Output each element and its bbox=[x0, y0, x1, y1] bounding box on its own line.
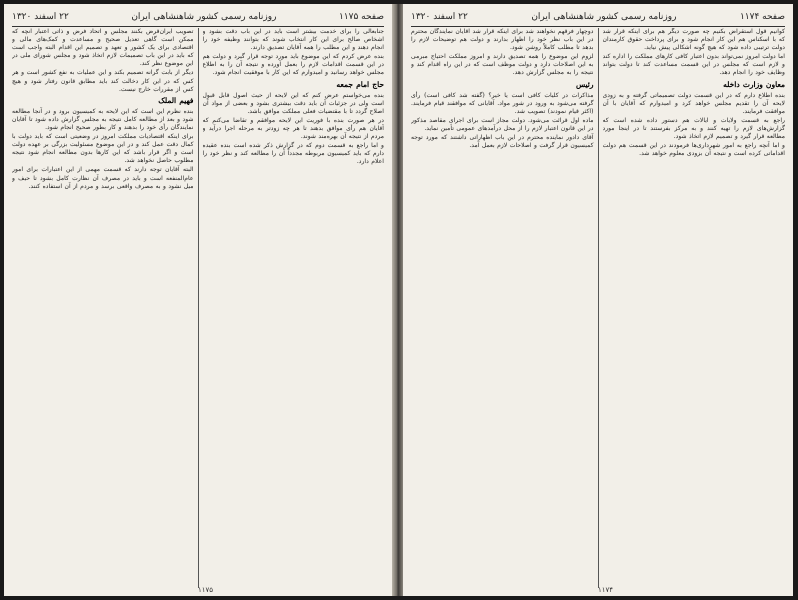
paragraph: بنده نظرم این است که این لایحه به کمیسیون برود و در آنجا مطالعه شود و بعد از مطالعه کامل نتیجه به مجلس گزارش داده شود تا آقایان نمایندگان رأی خود را بدهند و کار بطور صحیح انجام شود. bbox=[12, 107, 194, 131]
paragraph: دیگر از بابت گرانه تصمیم بکند و این عملیات به نفع کشور است و هر کس که در این کار دخالت کند باید مطابق قانون رفتار شود و هیچ کس از مقررات خارج نیست. bbox=[12, 69, 194, 93]
column-divider bbox=[198, 28, 199, 588]
paragraph: راجع به قسمت ولایات و ایالات هم دستور داده شده است که گزارش‌های لازم را تهیه کنند و به مرکز بفرستند تا در اینجا مورد مطالعه قرار گیرد و تصمیم لازم اتخاذ شود. bbox=[602, 116, 785, 141]
paragraph: اما دولت امروز نمی‌تواند بدون اعتبار کافی کارهای مملکت را اداره کند و لازم است که مجلس در این قسمت مساعدت کند تا دولت بتواند وظایف خود را انجام دهد. bbox=[602, 53, 785, 77]
right-col-1 bbox=[603, 28, 786, 588]
right-header-page-label: صفحه ۱۱۷۴ bbox=[739, 12, 785, 22]
right-page-number: ۱۱۷۴ bbox=[598, 586, 614, 594]
book-gutter bbox=[392, 4, 403, 596]
speaker-heading: حاج امام جمعه bbox=[336, 79, 384, 89]
paragraph: برای اینکه اقتصادیات مملکت امروز در وضعیتی است که باید دولت با کمال دقت عمل کند و در این موضوع مسئولیت بزرگی بر عهده دولت است و اگر قرار باشد که این کارها بدون مطالعه انجام شود نتیجه مطلوب حاصل نخواهد شد. bbox=[12, 133, 194, 165]
right-header-date: ۲۲ اسفند ۱۳۲۰ bbox=[411, 12, 468, 22]
left-page bbox=[4, 4, 392, 596]
paragraph: جنابعالی را برای خدمت بیشتر است باید در این باب دقت بشود و اشخاص صالح برای این کار انتخاب شوند که بتوانند وظیفه خود را انجام دهند و این مطلب را همه آقایان تصدیق دارند. bbox=[202, 28, 384, 52]
paragraph: و اما راجع به قسمت دوم که در گزارش ذکر شده است بنده عقیده دارم که باید کمیسیون مربوطه مجدداً آن را مطالعه کند و نظر خود را اعلام دارد. bbox=[202, 142, 384, 166]
paragraph: تصویب ایران‌قرض بکنند مجلس و اتحاد فرض و ذاتی اعتبار آنچه که ممکن است گاهی تعدیل صحیح و مساعدت و کمک‌های مالی و اقتصادی برای یک کشور و تعهد و تصمیم این اقدام البته واجب است که باید در این باب تصمیمات لازم اتخاذ شود و مجلس شورای ملی در این موضوع نظر کند. bbox=[12, 28, 194, 68]
right-page bbox=[403, 4, 793, 596]
paragraph: بنده اطلاع دارم که در این قسمت دولت تصمیماتی گرفته و به زودی لایحه آن را تقدیم مجلس خواهد کرد و امیدوارم که آقایان با آن موافقت فرمایند. bbox=[602, 91, 785, 115]
speaker-heading: فهیم الملک bbox=[158, 95, 194, 105]
paragraph: دوچهار فرقهم نخواهند شد برای اینکه قرار شد آقایان نمایندگان محترم در این باب نظر خود را اظهار بدارند و دولت هم توضیحات لازم را بدهد تا مطلب کاملاً روشن شود. bbox=[411, 28, 594, 52]
right-header-title: روزنامه رسمی کشور شاهنشاهی ایران bbox=[531, 12, 677, 22]
speaker-heading: معاون وزارت داخله bbox=[723, 79, 785, 89]
header-rule bbox=[411, 26, 785, 27]
paragraph: بنده می‌خواستم عرض کنم که این لایحه از حیث اصول قابل قبول است ولی در جزئیات آن باید دقت بیشتری بشود و بعضی از مواد آن اصلاح گردد تا با مقتضیات فعلی مملکت موافق باشد. bbox=[202, 91, 384, 115]
left-page-number: ۱۱۷۵ bbox=[198, 586, 214, 594]
paragraph: در هر صورت بنده با فوریت این لایحه موافقم و تقاضا می‌کنم که آقایان هم رأی موافق بدهند تا هر چه زودتر به مرحله اجرا درآید و مردم از نتیجه آن بهره‌مند شوند. bbox=[202, 116, 384, 141]
paragraph: بنده عرض کردم که این موضوع باید مورد توجه قرار گیرد و دولت هم در این قسمت اقدامات لازم را بعمل آورده و نتیجه آن را به اطلاع مجلس خواهد رسانید و امیدوارم که این کار با موفقیت انجام شود. bbox=[202, 53, 384, 77]
paragraph: آقای دادور نماینده محترم در این باب اظهاراتی داشتند که مورد توجه کمیسیون قرار گرفت و اصلاحات لازم بعمل آمد. bbox=[411, 134, 594, 150]
left-header-title: روزنامه رسمی کشور شاهنشاهی ایران bbox=[131, 12, 277, 22]
paragraph: ماده اول قرائت می‌شود. دولت مجاز است برای اجرای مقاصد مذکور در این قانون اعتبار لازم را از محل درآمدهای عمومی تأمین نماید. bbox=[411, 116, 594, 132]
speaker-heading: رئیس bbox=[575, 79, 594, 89]
paragraph: مذاکرات در کلیات کافی است یا خیر؟ (گفته شد کافی است) رأی گرفته می‌شود به ورود در شور مواد. آقایانی که موافقند قیام فرمایند. (اکثر قیام نمودند) تصویب شد. bbox=[411, 91, 594, 115]
paragraph: لزوم این موضوع را همه تصدیق دارند و امروز مملکت احتیاج مبرمی به این اصلاحات دارد و دولت موظف است که در این راه اقدام کند و نتیجه را به مجلس گزارش دهد. bbox=[411, 53, 594, 77]
paragraph: و اما آنچه راجع به امور شهرداری‌ها فرمودند در این قسمت هم دولت اقداماتی کرده است و نتیجه آن بزودی معلوم خواهد شد. bbox=[602, 142, 785, 158]
right-col-2 bbox=[411, 28, 594, 588]
column-divider bbox=[598, 28, 599, 588]
left-col-2 bbox=[12, 28, 194, 588]
header-rule bbox=[12, 26, 384, 27]
paragraph: کوانیم قول استقراض بکنیم چه صورت دیگر هم برای اینکه قرار شد که با اسکناس هم این کار انجام شود و برای پرداخت حقوق کارمندان دولت ترتیبی داده شود که هیچ گونه اشکالی پیش نیاید. bbox=[602, 28, 785, 52]
left-header-page-label: صفحه ۱۱۷۵ bbox=[338, 12, 384, 22]
left-col-1 bbox=[203, 28, 385, 588]
right-page-columns bbox=[411, 28, 785, 588]
left-page-header bbox=[12, 10, 384, 24]
left-page-columns bbox=[12, 28, 384, 588]
right-page-header bbox=[411, 10, 785, 24]
paragraph: البته آقایان توجه دارند که قسمت مهمی از این اعتبارات برای امور عام‌المنفعه است و باید در مصرف آن نظارت کامل بشود تا حیف و میل نشود و به مصرف واقعی برسد و مردم از آن استفاده کنند. bbox=[12, 166, 194, 190]
left-header-date: ۲۲ اسفند ۱۳۲۰ bbox=[12, 12, 69, 22]
